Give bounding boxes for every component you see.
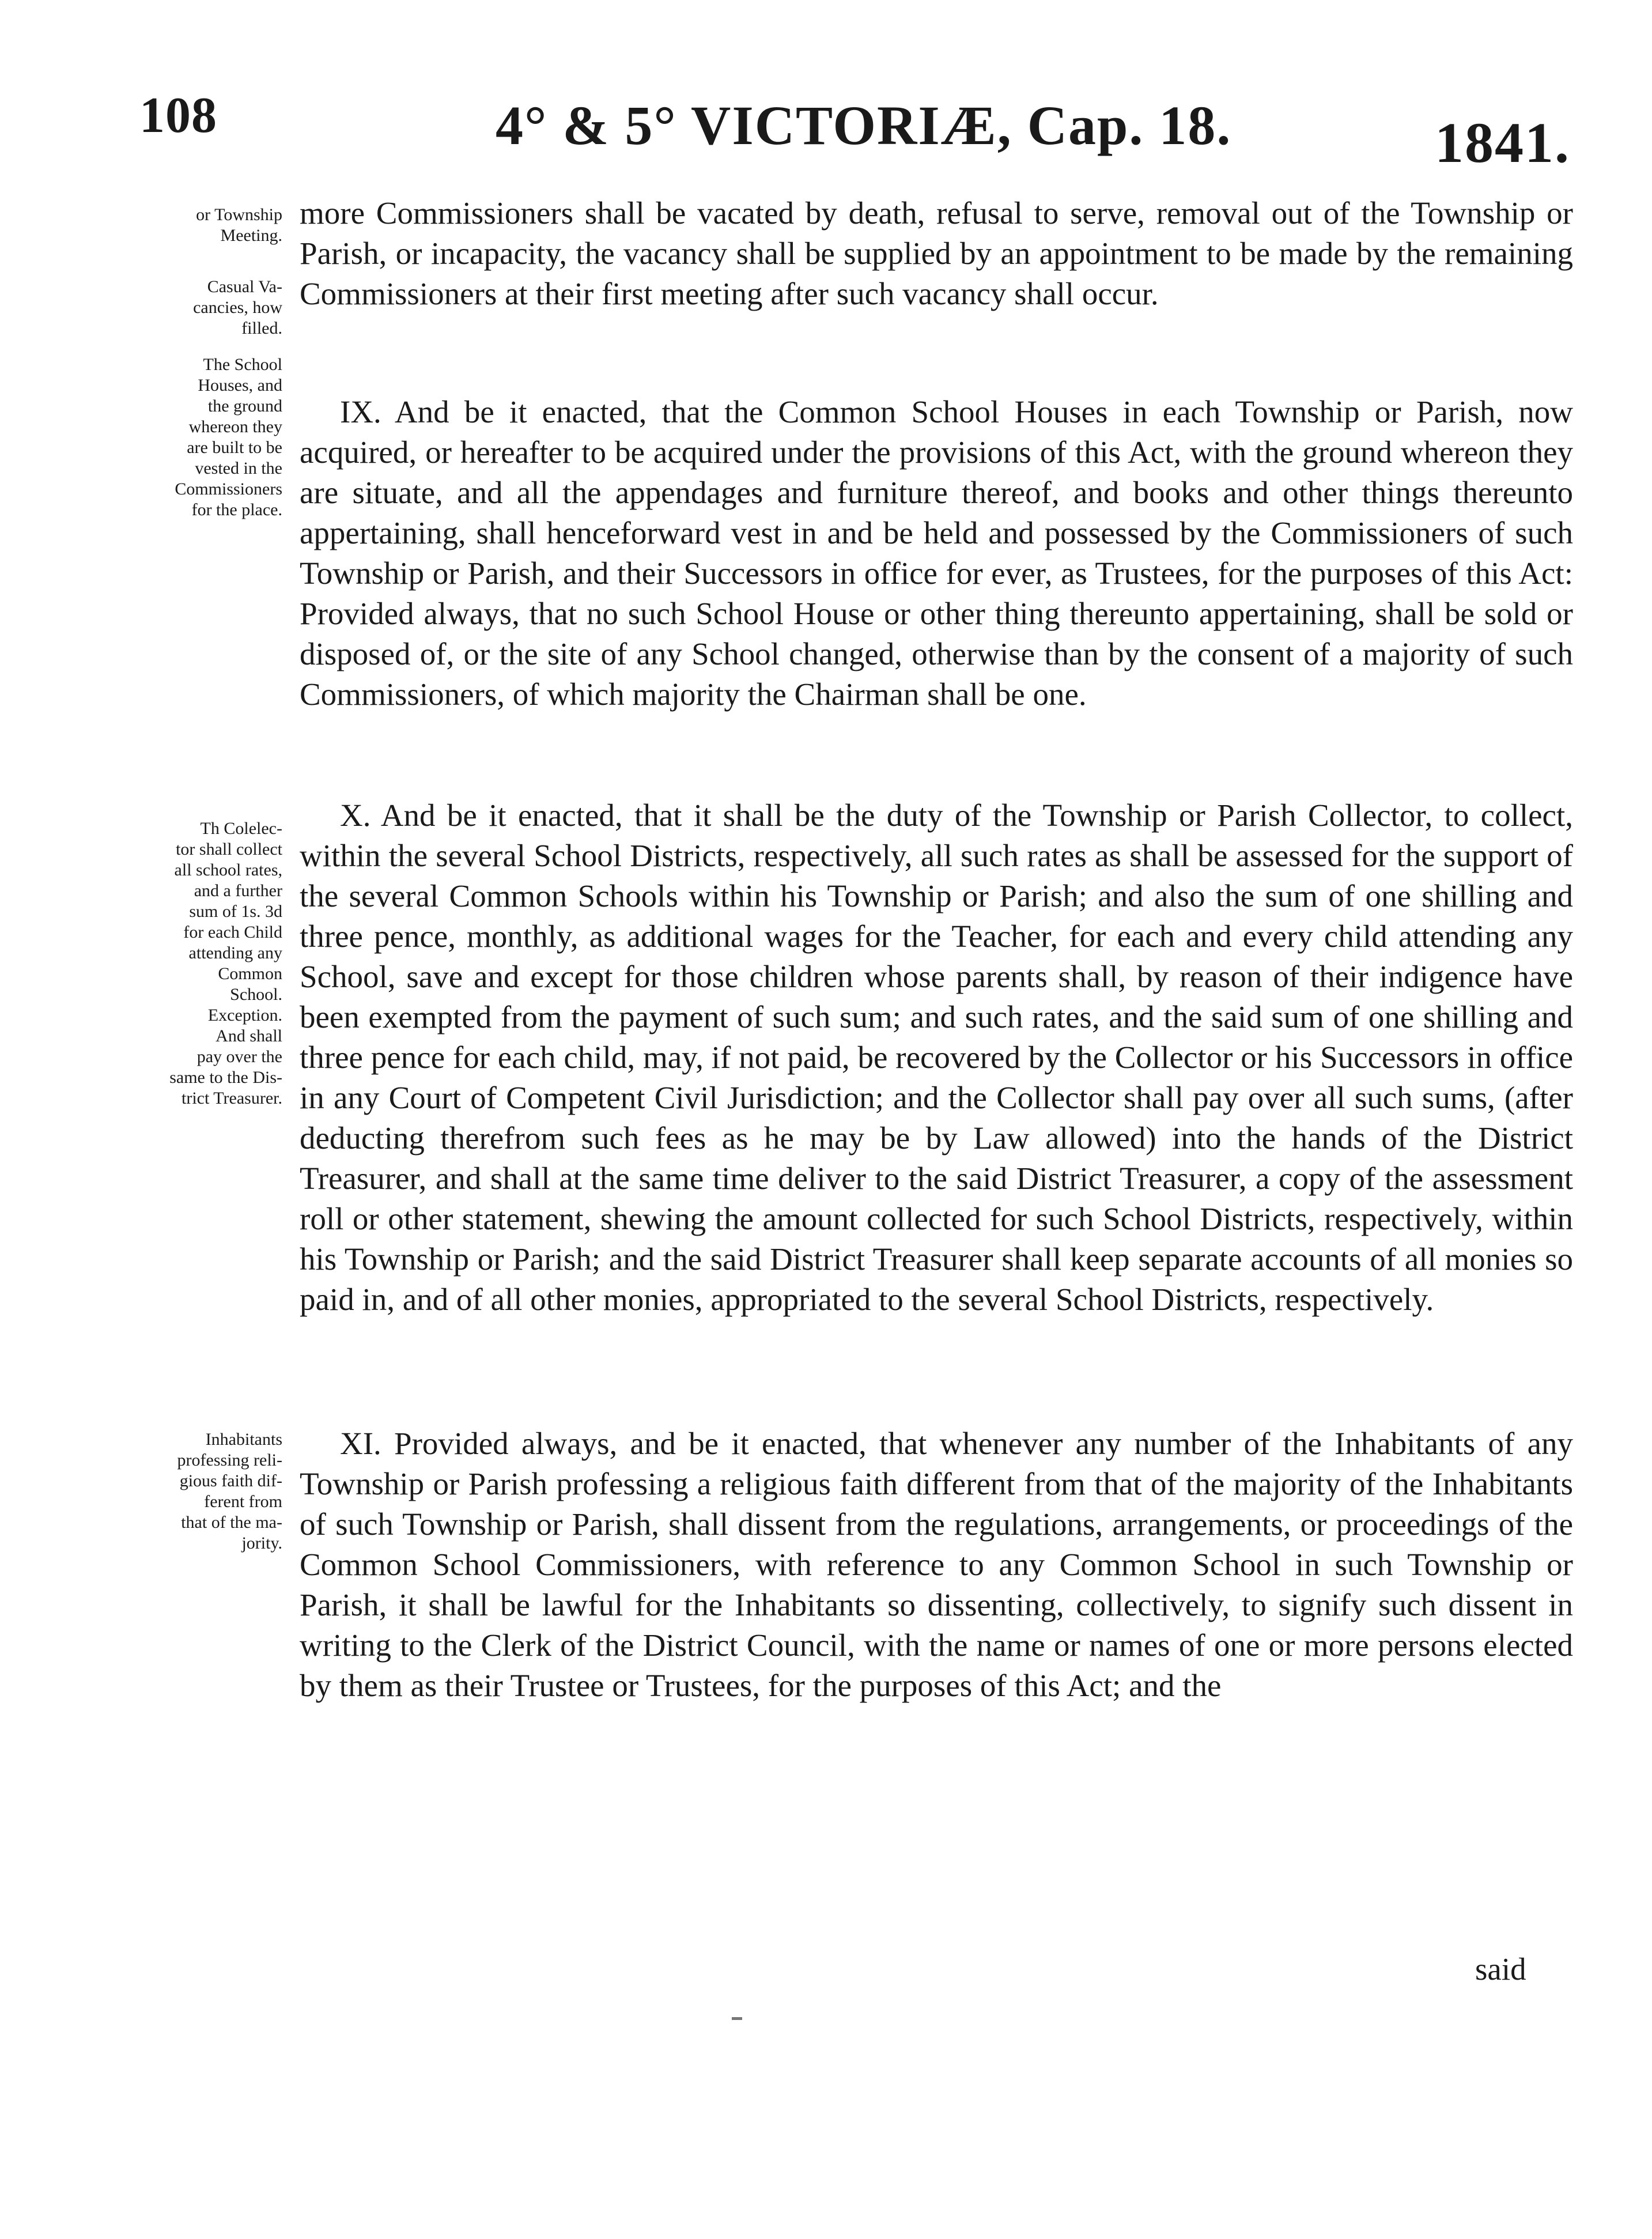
paragraph-section-x: X. And be it enacted, that it shall be the duty of the Township or Parish Collector, to collect, within the several School Districts, respectively, all such rates as shall be assessed for the support of the several Common Schools within his Township or Parish; and also the sum of one shilling and three pence, monthly, as additional wages for the Teacher, for each and every child attending any School, save and except for those children whose parents shall, by reason of their indigence have been exempted from the payment of such sum; and such rates, and the said sum of one shilling and three pence for each child, may, if not paid, be recovered by the Collector or his Successors in office in any Court of Competent Civil Jurisdiction; and the Collector shall pay over all such sums, (after deducting therefrom such fees as he may be by Law allowed) into the hands of the District Treasurer, and shall at the same time deliver to the said District Treasurer, a copy of the assessment roll or other statement, shewing the amount collected for such School Districts, respectively, within his Township or Parish; and the said District Treasurer shall keep separate accounts of all monies so paid in, and of all other monies, appropriated to the several School Districts, respectively.	[300, 798, 1573, 1317]
paragraph-section-xi: XI. Provided always, and be it enacted, that whenever any number of the Inhabitants of any Township or Parish professing a religious faith different from that of the majority of the Inhabitants of such Township or Parish, shall dissent from the regulations, arrangements, or proceedings of the Common School Commissioners, with reference to any Common School in such Township or Parish, it shall be lawful for the Inhabitants so dissenting, collectively, to signify such dissent in writing to the Clerk of the District Council, with the name or names of one or more persons elected by them as their Trustee or Trustees, for the purposes of this Act; and the	[300, 1426, 1573, 1703]
sidenote-collector: Th Colelec- tor shall collect all school rates, and a further sum of 1s. 3d for each Child attending any Common School. Exception. And shall pay over the same to the Dis- trict Treasurer.	[169, 819, 282, 1108]
paragraph-continuation: more Commissioners shall be vacated by death, refusal to serve, removal out of the Township or Parish, or incapacity, the vacancy shall be supplied by an appointment to be made by the remaining Commissioners at their first meeting after such vacancy shall occur.	[300, 195, 1573, 311]
year: 1841.	[1435, 111, 1570, 175]
page-number: 108	[139, 88, 217, 144]
sidenote-casual-vacancies: Casual Va- cancies, how filled.	[193, 277, 282, 338]
catchword: said	[1475, 1951, 1526, 1987]
sidenote-township-meeting: or Township Meeting.	[196, 205, 282, 245]
page-header	[0, 86, 1652, 175]
paragraph-section-ix: IX. And be it enacted, that the Common School Houses in each Township or Parish, now acquired, or hereafter to be acquired under the provisions of this Act, with the ground whereon they are situate, and all the appendages and furniture thereof, and books and other things thereunto appertaining, shall henceforward vest in and be held and possessed by the Commissioners of such Township or Parish, and their Successors in office for ever, as Trustees, for the purposes of this Act: Provided always, that no such School House or other thing thereunto appertaining, shall be sold or disposed of, or the site of any School changed, otherwise than by the consent of a majority of such Commissioners, of which majority the Chairman shall be one.	[300, 394, 1573, 712]
sidenote-school-houses: The School Houses, and the ground whereon they are built to be vested in the Commissioners for the place.	[175, 355, 282, 519]
running-title: 4° & 5° VICTORIÆ, Cap. 18.	[496, 95, 1232, 156]
print-fleck	[732, 2017, 742, 2020]
sidenote-inhabitants: Inhabitants professing reli- gious faith dif- ferent from that of the ma- jority.	[177, 1430, 282, 1553]
